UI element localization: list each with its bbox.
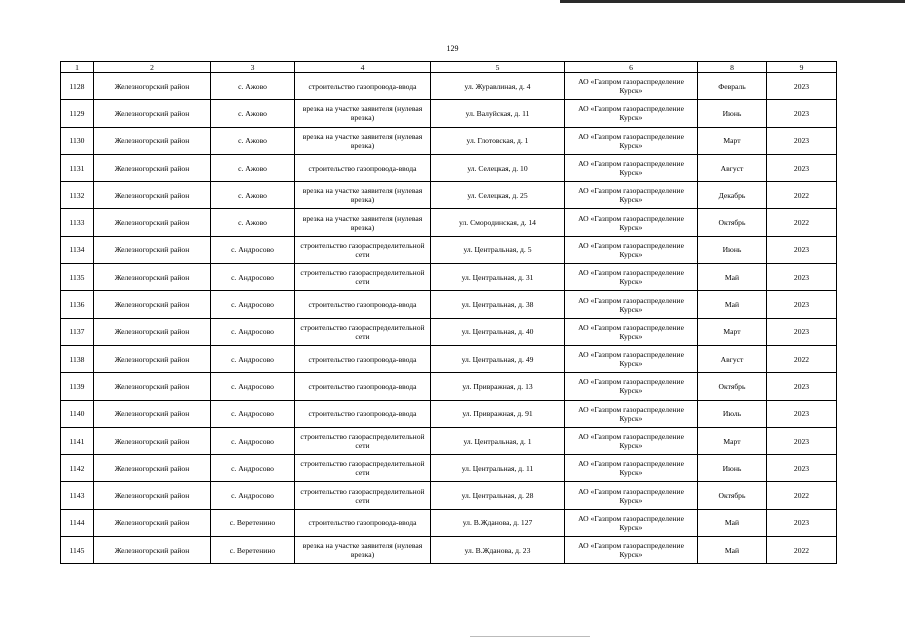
row-number-cell: 1145 xyxy=(61,537,94,564)
district-cell: Железногорский район xyxy=(94,291,211,318)
column-header: 8 xyxy=(698,62,767,73)
organization-cell: АО «Газпром газораспределение Курск» xyxy=(565,236,698,263)
row-number-cell: 1132 xyxy=(61,182,94,209)
page-number: 129 xyxy=(446,44,459,53)
organization-cell: АО «Газпром газораспределение Курск» xyxy=(565,345,698,372)
district-cell: Железногорский район xyxy=(94,537,211,564)
year-cell: 2023 xyxy=(767,127,837,154)
settlement-cell: с. Ажово xyxy=(211,154,295,181)
organization-cell: АО «Газпром газораспределение Курск» xyxy=(565,209,698,236)
address-cell: ул. Центральная, д. 40 xyxy=(431,318,565,345)
month-cell: Октябрь xyxy=(698,482,767,509)
address-cell: ул. Центральная, д. 31 xyxy=(431,264,565,291)
year-cell: 2022 xyxy=(767,482,837,509)
column-header: 9 xyxy=(767,62,837,73)
table-row xyxy=(61,373,837,400)
month-cell: Октябрь xyxy=(698,373,767,400)
registry-table xyxy=(60,61,837,564)
year-cell: 2023 xyxy=(767,154,837,181)
address-cell: ул. Центральная, д. 1 xyxy=(431,427,565,454)
column-header: 1 xyxy=(61,62,94,73)
month-cell: Июнь xyxy=(698,236,767,263)
settlement-cell: с. Ажово xyxy=(211,209,295,236)
address-cell: ул. В.Жданова, д. 23 xyxy=(431,537,565,564)
district-cell: Железногорский район xyxy=(94,100,211,127)
organization-cell: АО «Газпром газораспределение Курск» xyxy=(565,537,698,564)
table-row xyxy=(61,73,837,100)
month-cell: Февраль xyxy=(698,73,767,100)
work-type-cell: строительство газопровода-ввода xyxy=(295,373,431,400)
year-cell: 2023 xyxy=(767,100,837,127)
row-number-cell: 1133 xyxy=(61,209,94,236)
work-type-cell: врезка на участке заявителя (нулевая врезка) xyxy=(295,127,431,154)
district-cell: Железногорский район xyxy=(94,345,211,372)
row-number-cell: 1135 xyxy=(61,264,94,291)
scan-edge-bottom xyxy=(470,636,590,637)
row-number-cell: 1131 xyxy=(61,154,94,181)
organization-cell: АО «Газпром газораспределение Курск» xyxy=(565,73,698,100)
settlement-cell: с. Андросово xyxy=(211,345,295,372)
year-cell: 2023 xyxy=(767,73,837,100)
work-type-cell: врезка на участке заявителя (нулевая врезка) xyxy=(295,182,431,209)
organization-cell: АО «Газпром газораспределение Курск» xyxy=(565,154,698,181)
table-row xyxy=(61,182,837,209)
settlement-cell: с. Ажово xyxy=(211,100,295,127)
year-cell: 2023 xyxy=(767,373,837,400)
work-type-cell: строительство газораспределительной сети xyxy=(295,318,431,345)
month-cell: Июль xyxy=(698,400,767,427)
month-cell: Июнь xyxy=(698,100,767,127)
settlement-cell: с. Андросово xyxy=(211,264,295,291)
address-cell: ул. Центральная, д. 11 xyxy=(431,455,565,482)
table-row xyxy=(61,127,837,154)
organization-cell: АО «Газпром газораспределение Курск» xyxy=(565,482,698,509)
district-cell: Железногорский район xyxy=(94,509,211,536)
row-number-cell: 1129 xyxy=(61,100,94,127)
table-row xyxy=(61,345,837,372)
year-cell: 2023 xyxy=(767,236,837,263)
district-cell: Железногорский район xyxy=(94,154,211,181)
table-row xyxy=(61,400,837,427)
year-cell: 2023 xyxy=(767,509,837,536)
district-cell: Железногорский район xyxy=(94,127,211,154)
row-number-cell: 1142 xyxy=(61,455,94,482)
work-type-cell: строительство газопровода-ввода xyxy=(295,73,431,100)
month-cell: Май xyxy=(698,291,767,318)
row-number-cell: 1143 xyxy=(61,482,94,509)
settlement-cell: с. Ажово xyxy=(211,127,295,154)
year-cell: 2023 xyxy=(767,455,837,482)
row-number-cell: 1138 xyxy=(61,345,94,372)
work-type-cell: строительство газопровода-ввода xyxy=(295,400,431,427)
work-type-cell: строительство газораспределительной сети xyxy=(295,236,431,263)
address-cell: ул. Центральная, д. 5 xyxy=(431,236,565,263)
table-row xyxy=(61,291,837,318)
year-cell: 2022 xyxy=(767,345,837,372)
address-cell: ул. Валуйская, д. 11 xyxy=(431,100,565,127)
work-type-cell: строительство газопровода-ввода xyxy=(295,154,431,181)
settlement-cell: с. Андросово xyxy=(211,400,295,427)
work-type-cell: строительство газопровода-ввода xyxy=(295,345,431,372)
address-cell: ул. Центральная, д. 49 xyxy=(431,345,565,372)
organization-cell: АО «Газпром газораспределение Курск» xyxy=(565,455,698,482)
row-number-cell: 1141 xyxy=(61,427,94,454)
year-cell: 2023 xyxy=(767,318,837,345)
table-row xyxy=(61,100,837,127)
column-header: 2 xyxy=(94,62,211,73)
table-row xyxy=(61,537,837,564)
month-cell: Май xyxy=(698,264,767,291)
table-row xyxy=(61,236,837,263)
table-row xyxy=(61,455,837,482)
row-number-cell: 1136 xyxy=(61,291,94,318)
column-header: 5 xyxy=(431,62,565,73)
work-type-cell: строительство газораспределительной сети xyxy=(295,482,431,509)
address-cell: ул. Центральная, д. 38 xyxy=(431,291,565,318)
work-type-cell: строительство газопровода-ввода xyxy=(295,291,431,318)
district-cell: Железногорский район xyxy=(94,400,211,427)
work-type-cell: строительство газораспределительной сети xyxy=(295,264,431,291)
organization-cell: АО «Газпром газораспределение Курск» xyxy=(565,509,698,536)
table-row xyxy=(61,427,837,454)
settlement-cell: с. Андросово xyxy=(211,291,295,318)
year-cell: 2023 xyxy=(767,427,837,454)
year-cell: 2022 xyxy=(767,209,837,236)
address-cell: ул. Центральная, д. 28 xyxy=(431,482,565,509)
month-cell: Май xyxy=(698,509,767,536)
year-cell: 2023 xyxy=(767,264,837,291)
work-type-cell: строительство газопровода-ввода xyxy=(295,509,431,536)
organization-cell: АО «Газпром газораспределение Курск» xyxy=(565,373,698,400)
month-cell: Август xyxy=(698,154,767,181)
settlement-cell: с. Ажово xyxy=(211,182,295,209)
organization-cell: АО «Газпром газораспределение Курск» xyxy=(565,400,698,427)
organization-cell: АО «Газпром газораспределение Курск» xyxy=(565,264,698,291)
table-row xyxy=(61,209,837,236)
district-cell: Железногорский район xyxy=(94,318,211,345)
month-cell: Октябрь xyxy=(698,209,767,236)
organization-cell: АО «Газпром газораспределение Курск» xyxy=(565,318,698,345)
settlement-cell: с. Андросово xyxy=(211,318,295,345)
district-cell: Железногорский район xyxy=(94,455,211,482)
settlement-cell: с. Веретенино xyxy=(211,509,295,536)
work-type-cell: врезка на участке заявителя (нулевая врезка) xyxy=(295,100,431,127)
address-cell: ул. Селецкая, д. 10 xyxy=(431,154,565,181)
settlement-cell: с. Андросово xyxy=(211,236,295,263)
column-header: 3 xyxy=(211,62,295,73)
settlement-cell: с. Андросово xyxy=(211,373,295,400)
district-cell: Железногорский район xyxy=(94,427,211,454)
district-cell: Железногорский район xyxy=(94,209,211,236)
district-cell: Железногорский район xyxy=(94,264,211,291)
month-cell: Декабрь xyxy=(698,182,767,209)
address-cell: ул. Смородинская, д. 14 xyxy=(431,209,565,236)
column-header: 6 xyxy=(565,62,698,73)
settlement-cell: с. Андросово xyxy=(211,455,295,482)
row-number-cell: 1134 xyxy=(61,236,94,263)
month-cell: Май xyxy=(698,537,767,564)
district-cell: Железногорский район xyxy=(94,182,211,209)
address-cell: ул. В.Жданова, д. 127 xyxy=(431,509,565,536)
work-type-cell: строительство газораспределительной сети xyxy=(295,427,431,454)
row-number-cell: 1130 xyxy=(61,127,94,154)
table-row xyxy=(61,482,837,509)
address-cell: ул. Журавлиная, д. 4 xyxy=(431,73,565,100)
table-row xyxy=(61,509,837,536)
settlement-cell: с. Андросово xyxy=(211,482,295,509)
address-cell: ул. Глотовская, д. 1 xyxy=(431,127,565,154)
year-cell: 2023 xyxy=(767,291,837,318)
month-cell: Март xyxy=(698,318,767,345)
district-cell: Железногорский район xyxy=(94,73,211,100)
work-type-cell: строительство газораспределительной сети xyxy=(295,455,431,482)
month-cell: Март xyxy=(698,427,767,454)
settlement-cell: с. Веретенино xyxy=(211,537,295,564)
table-row xyxy=(61,154,837,181)
organization-cell: АО «Газпром газораспределение Курск» xyxy=(565,182,698,209)
row-number-cell: 1128 xyxy=(61,73,94,100)
settlement-cell: с. Ажово xyxy=(211,73,295,100)
year-cell: 2022 xyxy=(767,537,837,564)
month-cell: Март xyxy=(698,127,767,154)
year-cell: 2022 xyxy=(767,182,837,209)
table-row xyxy=(61,318,837,345)
row-number-cell: 1140 xyxy=(61,400,94,427)
work-type-cell: врезка на участке заявителя (нулевая врезка) xyxy=(295,209,431,236)
organization-cell: АО «Газпром газораспределение Курск» xyxy=(565,127,698,154)
scan-edge-top xyxy=(560,0,905,3)
column-number-row xyxy=(61,62,837,73)
district-cell: Железногорский район xyxy=(94,236,211,263)
work-type-cell: врезка на участке заявителя (нулевая врезка) xyxy=(295,537,431,564)
table-row xyxy=(61,264,837,291)
row-number-cell: 1137 xyxy=(61,318,94,345)
organization-cell: АО «Газпром газораспределение Курск» xyxy=(565,427,698,454)
table-body xyxy=(61,73,837,564)
month-cell: Август xyxy=(698,345,767,372)
year-cell: 2023 xyxy=(767,400,837,427)
district-cell: Железногорский район xyxy=(94,373,211,400)
organization-cell: АО «Газпром газораспределение Курск» xyxy=(565,100,698,127)
address-cell: ул. Селецкая, д. 25 xyxy=(431,182,565,209)
district-cell: Железногорский район xyxy=(94,482,211,509)
row-number-cell: 1144 xyxy=(61,509,94,536)
settlement-cell: с. Андросово xyxy=(211,427,295,454)
column-header: 4 xyxy=(295,62,431,73)
address-cell: ул. Привражная, д. 13 xyxy=(431,373,565,400)
month-cell: Июнь xyxy=(698,455,767,482)
address-cell: ул. Привражная, д. 91 xyxy=(431,400,565,427)
row-number-cell: 1139 xyxy=(61,373,94,400)
organization-cell: АО «Газпром газораспределение Курск» xyxy=(565,291,698,318)
